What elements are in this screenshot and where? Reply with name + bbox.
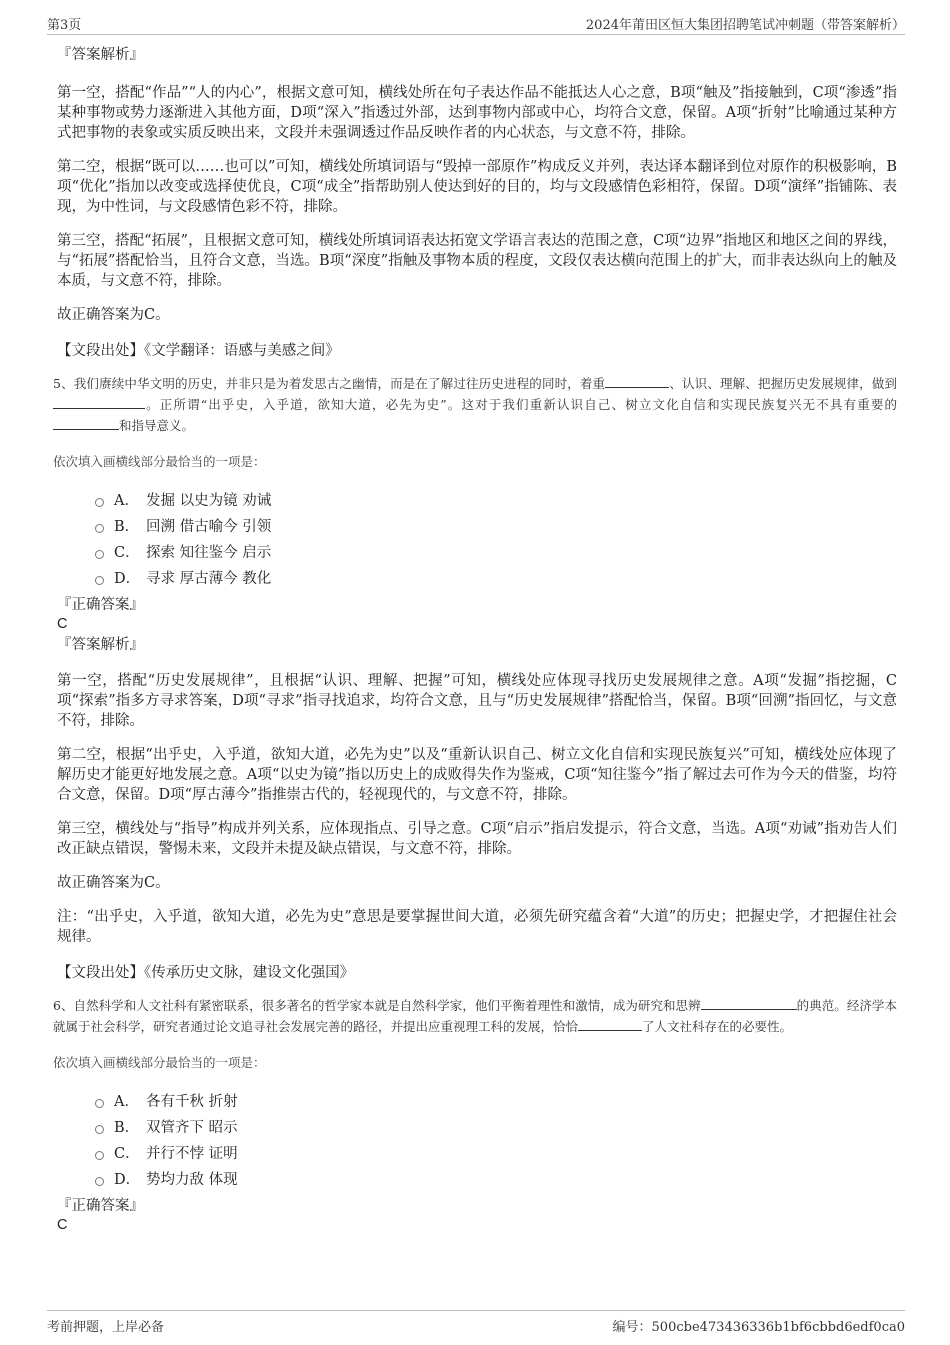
page-content xyxy=(53,46,897,1235)
radio-icon[interactable] xyxy=(95,524,104,533)
q6-blank-1 xyxy=(701,997,797,1010)
q6-text-b: 的典范。经济学本就属于社会科学，研究者通过论文追寻社会发展完善的路径，并提出应重视理工科的发展，恰恰 xyxy=(53,998,897,1034)
q4-analysis-label: 『答案解析』 xyxy=(57,47,144,63)
q5-option-a[interactable]: A． 发掘 以史为镜 劝诫 xyxy=(95,486,897,512)
q6-blank-2 xyxy=(578,1018,642,1031)
q6-options xyxy=(95,1087,897,1191)
q5-blank-2 xyxy=(53,396,145,409)
q6-option-b[interactable]: B． 双管齐下 昭示 xyxy=(95,1113,897,1139)
page-number: 第3页 xyxy=(47,18,82,33)
radio-icon[interactable] xyxy=(95,550,104,559)
radio-icon[interactable] xyxy=(95,1151,104,1160)
q5-note: 注：“出乎史，入乎道，欲知大道，必先为史”意思是要掌握世间大道，必须先研究蕴含着“大道”的历史；把握史学，才把握住社会规律。 xyxy=(57,909,897,945)
radio-icon[interactable] xyxy=(95,1125,104,1134)
q4-source: 【文段出处】《文学翻译：语感与美感之间》 xyxy=(57,343,340,359)
q5-analysis-p3: 第三空，横线处与“指导”构成并列关系，应体现指点、引导之意。C项“启示”指启发提示，符合文意，当选。A项“劝诫”指劝告人们改正缺点错误，警惕未来，文段并未提及缺点错误，与文意不符，排除。 xyxy=(57,821,897,857)
radio-icon[interactable] xyxy=(95,498,104,507)
q5-conclusion: 故正确答案为C。 xyxy=(57,875,170,891)
q5-answer-label: 『正确答案』 xyxy=(57,597,144,613)
q4-analysis-p3: 第三空，搭配“拓展”，且根据文意可知，横线处所填词语表达拓宽文学语言表达的范围之意，C项“边界”指地区和地区之间的界线，与“拓展”搭配恰当，且符合文意，当选。B项“深度”指触及事物本质的程度，文段仅表达横向范围上的扩大，而非表达纵向上的触及本质，与文意不符，排除。 xyxy=(57,233,897,289)
radio-icon[interactable] xyxy=(95,1177,104,1186)
q5-prompt: 依次填入画横线部分最恰当的一项是： xyxy=(53,454,266,469)
q5-option-c[interactable]: C． 探索 知往鉴今 启示 xyxy=(95,538,897,564)
q5-blank-3 xyxy=(53,417,119,430)
q5-source: 【文段出处】《传承历史文脉，建设文化强国》 xyxy=(57,965,355,981)
q5-option-d[interactable]: D． 寻求 厚古薄今 教化 xyxy=(95,564,897,590)
q5-blank-1 xyxy=(605,375,669,388)
q4-analysis-p2: 第二空，根据“既可以……也可以”可知，横线处所填词语与“毁掉一部原作”构成反义并列，表达译本翻译到位对原作的积极影响，B项“优化”指加以改变或选择使优良，C项“成全”指帮助别人使达到好的目的，均与文段感情色彩相符，保留。D项“演绎”指铺陈、表现，为中性词，与文段感情色彩不符，排除。 xyxy=(57,159,897,215)
q6-text-a: 6、自然科学和人文社科有紧密联系，很多著名的哲学家本就是自然科学家，他们平衡着理性和激情，成为研究和思辨 xyxy=(53,998,701,1013)
footer-slogan: 考前押题，上岸必备 xyxy=(47,1320,165,1335)
q5-text-a: 5、我们赓续中华文明的历史，并非只是为着发思古之幽情，而是在了解过往历史进程的同时，着重 xyxy=(53,376,606,391)
q6-option-a[interactable]: A． 各有千秋 折射 xyxy=(95,1087,897,1113)
q5-option-b[interactable]: B． 回溯 借古喻今 引领 xyxy=(95,512,897,538)
q5-text-c: 。正所谓“出乎史，入乎道，欲知大道，必先为史”。这对于我们重新认识自己、树立文化自信和实现民族复兴无不具有重要的 xyxy=(145,397,897,412)
radio-icon[interactable] xyxy=(95,576,104,585)
q6-option-c[interactable]: C． 并行不悖 证明 xyxy=(95,1139,897,1165)
document-title: 2024年莆田区恒大集团招聘笔试冲刺题（带答案解析） xyxy=(585,18,905,33)
q6-text-c: 了人文社科存在的必要性。 xyxy=(642,1019,793,1034)
q6-answer-label: 『正确答案』 xyxy=(57,1198,144,1214)
q5-answer: C xyxy=(57,616,68,632)
radio-icon[interactable] xyxy=(95,1099,104,1108)
q6-answer: C xyxy=(57,1217,68,1233)
q5-analysis-p1: 第一空，搭配“历史发展规律”，且根据“认识、理解、把握”可知，横线处应体现寻找历史发展规律之意。A项“发掘”指挖掘，C项“探索”指多方寻求答案，D项“寻求”指寻找追求，均符合文意，且与“历史发展规律”搭配恰当，保留。B项“回溯”指回忆，与文意不符，排除。 xyxy=(57,673,897,729)
q5-analysis-p2: 第二空，根据“出乎史，入乎道，欲知大道，必先为史”以及“重新认识自己、树立文化自信和实现民族复兴”可知，横线处应体现了解历史才能更好地发展之意。A项“以史为镜”指以历史上的成败得失作为鉴戒，C项“知往鉴今”指了解过去可作为今天的借鉴，均符合文意，保留。D项“厚古薄今”指推崇古代的，轻视现代的，与文意不符，排除。 xyxy=(57,747,897,803)
q5-text-b: 、认识、理解、把握历史发展规律，做到 xyxy=(669,376,897,391)
q6-option-d[interactable]: D． 势均力敌 体现 xyxy=(95,1165,897,1191)
document-id: 编号：500cbe473436336b1bf6cbbd6edf0ca0 xyxy=(612,1320,905,1335)
q4-analysis-p1: 第一空，搭配“作品”“人的内心”，根据文意可知，横线处所在句子表达作品不能抵达人心之意，B项“触及”指接触到，C项“渗透”指某种事物或势力逐渐进入其他方面，D项“深入”指透过外部，达到事物内部或中心，均符合文意，保留。A项“折射”比喻通过某种方式把事物的表象或实质反映出来，文段并未强调透过作品反映作者的内心状态，与文意不符，排除。 xyxy=(57,85,897,141)
page-footer xyxy=(47,1310,905,1335)
q5-options xyxy=(95,486,897,590)
page-header xyxy=(47,12,905,35)
q5-analysis-label: 『答案解析』 xyxy=(57,637,144,653)
q4-conclusion: 故正确答案为C。 xyxy=(57,307,170,323)
q6-question xyxy=(53,995,897,1037)
q5-question xyxy=(53,373,897,436)
q5-text-d: 和指导意义。 xyxy=(119,418,195,433)
q6-prompt: 依次填入画横线部分最恰当的一项是： xyxy=(53,1055,266,1070)
